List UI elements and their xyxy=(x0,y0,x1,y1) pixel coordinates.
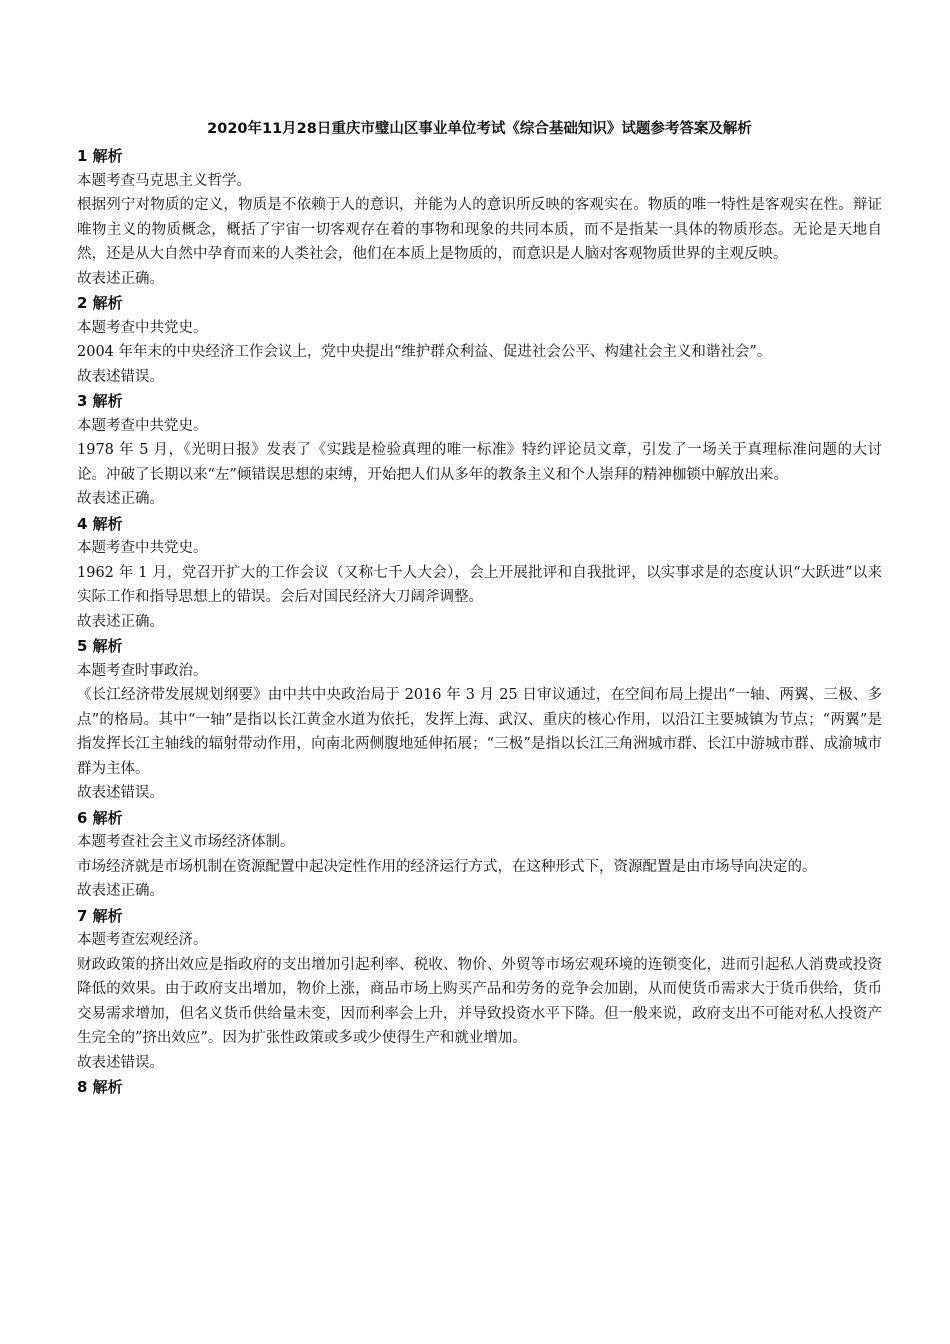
question-1-section xyxy=(77,144,882,291)
question-5-topic: 本题考查时事政治。 xyxy=(77,662,208,679)
question-2-verdict: 故表述错误。 xyxy=(77,368,164,385)
question-8-heading: 8 解析 xyxy=(77,1078,123,1096)
question-5-section xyxy=(77,634,882,806)
question-7-verdict: 故表述错误。 xyxy=(77,1054,164,1071)
question-1-verdict: 故表述正确。 xyxy=(77,270,164,287)
question-6-explanation: 市场经济就是市场机制在资源配置中起决定性作用的经济运行方式，在这种形式下，资源配置是由市场导向决定的。 xyxy=(77,858,817,875)
question-6-heading: 6 解析 xyxy=(77,808,123,827)
question-7-heading: 7 解析 xyxy=(77,906,123,925)
document-title: 2020年11月28日重庆市璧山区事业单位考试《综合基础知识》试题参考答案及解析 xyxy=(207,121,752,137)
question-5-verdict: 故表述错误。 xyxy=(77,785,164,801)
question-3-topic: 本题考查中共党史。 xyxy=(77,417,208,434)
question-6-section xyxy=(77,806,882,904)
question-7-topic: 本题考查宏观经济。 xyxy=(77,932,208,948)
question-2-section xyxy=(77,291,882,389)
question-6-topic: 本题考查社会主义市场经济体制。 xyxy=(77,834,295,850)
question-3-verdict: 故表述正确。 xyxy=(77,491,164,507)
question-5-explanation: 《长江经济带发展规划纲要》由中共中央政治局于 2016 年 3 月 25 日审议通过，在空间布局上提出“一轴、两翼、三极、多点”的格局。其中“一轴”是指以长江黄金水道为依托，发挥上海、武汉、重庆的核心作用，以沿江主要城镇为节点；“两翼”是指发挥长江主轴线的辐射带动作用，向南北两侧腹地延伸拓展；“三极”是指以长江三角洲城市群、长江中游城市群、成渝城市群为主体。 xyxy=(77,687,882,777)
question-4-section xyxy=(77,512,882,635)
question-5-heading: 5 解析 xyxy=(77,637,123,655)
question-1-heading: 1 解析 xyxy=(77,147,123,165)
question-2-explanation: 2004 年年末的中央经济工作会议上，党中央提出“维护群众利益、促进社会公平、构建社会主义和谐社会”。 xyxy=(77,344,772,360)
question-6-verdict: 故表述正确。 xyxy=(77,883,164,899)
document-page xyxy=(77,118,882,1100)
question-3-explanation: 1978 年 5 月，《光明日报》发表了《实践是检验真理的唯一标准》特约评论员文章，引发了一场关于真理标准问题的大讨论。冲破了长期以来“左”倾错误思想的束缚，开始把人们从多年的教条主义和个人崇拜的精神枷锁中解放出来。 xyxy=(77,442,882,483)
question-3-heading: 3 解析 xyxy=(77,392,123,410)
question-1-topic: 本题考查马克思主义哲学。 xyxy=(77,172,251,189)
question-2-heading: 2 解析 xyxy=(77,294,123,312)
question-8-section xyxy=(77,1075,882,1100)
question-4-verdict: 故表述正确。 xyxy=(77,613,164,630)
question-3-section xyxy=(77,389,882,512)
question-1-explanation: 根据列宁对物质的定义，物质是不依赖于人的意识，并能为人的意识所反映的客观实在。物质的唯一特性是客观实在性。辩证唯物主义的物质概念，概括了宇宙一切客观存在着的事物和现象的共同本质，而不是指某一具体的物质形态。无论是天地自然，还是从大自然中孕育而来的人类社会，他们在本质上是物质的，而意识是人脑对客观物质世界的主观反映。 xyxy=(77,197,882,262)
question-4-heading: 4 解析 xyxy=(77,514,123,533)
question-7-section xyxy=(77,904,882,1076)
question-4-topic: 本题考查中共党史。 xyxy=(77,540,208,556)
question-4-explanation: 1962 年 1 月，党召开扩大的工作会议（又称七千人大会），会上开展批评和自我批评，以实事求是的态度认识“大跃进”以来实际工作和指导思想上的错误。会后对国民经济大刀阔斧调整。 xyxy=(77,564,882,605)
question-7-explanation: 财政政策的挤出效应是指政府的支出增加引起利率、税收、物价、外贸等市场宏观环境的连锁变化，进而引起私人消费或投资降低的效果。由于政府支出增加，物价上涨，商品市场上购买产品和劳务的竞争会加剧，从而使货币需求大于货币供给，货币交易需求增加，但名义货币供给量未变，因而利率会上升，并导致投资水平下降。但一般来说，政府支出不可能对私人投资产生完全的”挤出效应”。因为扩张性政策或多或少使得生产和就业增加。 xyxy=(77,956,882,1046)
question-2-topic: 本题考查中共党史。 xyxy=(77,319,208,336)
